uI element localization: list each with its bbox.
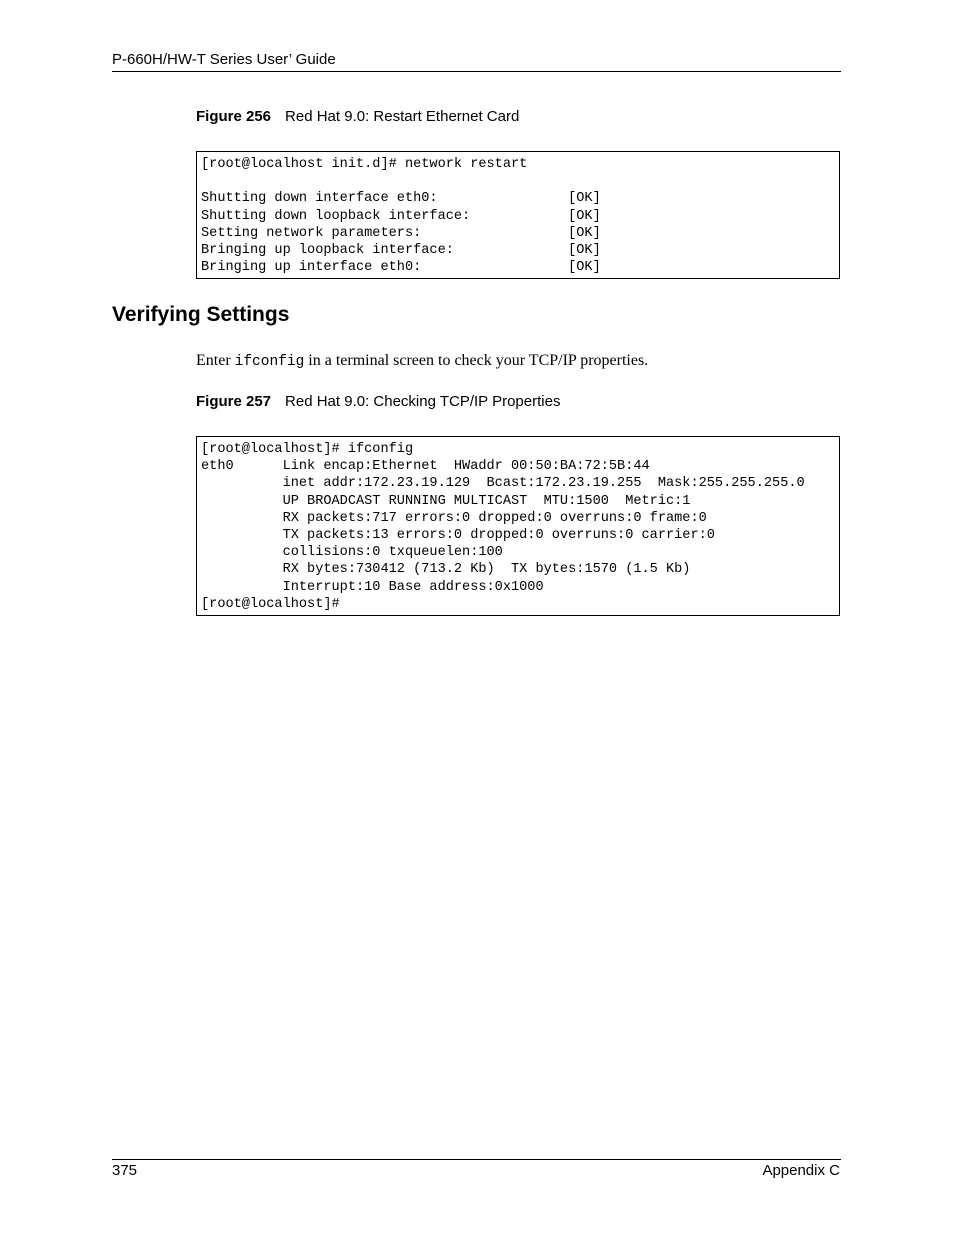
figure-257-caption: [196, 393, 560, 410]
figure-256-title: Red Hat 9.0: Restart Ethernet Card: [285, 108, 520, 125]
figure-256-terminal-output: [196, 151, 840, 279]
figure-257-terminal-output: [196, 436, 840, 616]
terminal-line: [201, 173, 835, 190]
section-heading: Verifying Settings: [112, 303, 290, 326]
intro-text-before: Enter: [196, 352, 235, 369]
intro-command: ifconfig: [234, 354, 305, 370]
terminal-line: [root@localhost]#: [201, 596, 340, 612]
terminal-line: UP BROADCAST RUNNING MULTICAST MTU:1500 Metric:1: [201, 493, 691, 509]
terminal-line: TX packets:13 errors:0 dropped:0 overruns:0 carrier:0: [201, 527, 715, 543]
terminal-line: [root@localhost init.d]# network restart: [201, 157, 528, 172]
footer-section-name: Appendix C: [762, 1162, 840, 1179]
section-intro-paragraph: [196, 352, 648, 370]
figure-257-title: Red Hat 9.0: Checking TCP/IP Properties: [285, 393, 561, 410]
header-rule: [112, 71, 841, 72]
terminal-line: RX packets:717 errors:0 dropped:0 overruns:0 frame:0: [201, 510, 707, 526]
terminal-line: inet addr:172.23.19.129 Bcast:172.23.19.255 Mask:255.255.255.0: [201, 476, 805, 492]
terminal-line: collisions:0 txqueuelen:100: [201, 545, 503, 561]
terminal-line: eth0 Link encap:Ethernet HWaddr 00:50:BA:72:5B:44: [201, 459, 650, 475]
terminal-line: RX bytes:730412 (713.2 Kb) TX bytes:1570 (1.5 Kb): [201, 562, 691, 578]
intro-text-after: in a terminal screen to check your TCP/IP properties.: [304, 352, 649, 369]
footer-rule: [112, 1159, 841, 1160]
terminal-line: Shutting down loopback interface: [OK]: [201, 208, 601, 224]
page-number: 375: [112, 1162, 138, 1179]
figure-256-caption: [196, 108, 519, 125]
terminal-line: Bringing up loopback interface: [OK]: [201, 242, 601, 258]
terminal-line: Bringing up interface eth0: [OK]: [201, 260, 601, 276]
figure-257-number: Figure 257: [196, 393, 272, 410]
terminal-line: Interrupt:10 Base address:0x1000: [201, 579, 544, 595]
figure-256-number: Figure 256: [196, 108, 272, 125]
terminal-line: Shutting down interface eth0: [OK]: [201, 191, 601, 207]
terminal-line: Setting network parameters: [OK]: [201, 225, 601, 241]
document-header-title: P-660H/HW-T Series User’ Guide: [112, 51, 336, 68]
terminal-line: [root@localhost]# ifconfig: [201, 442, 414, 457]
